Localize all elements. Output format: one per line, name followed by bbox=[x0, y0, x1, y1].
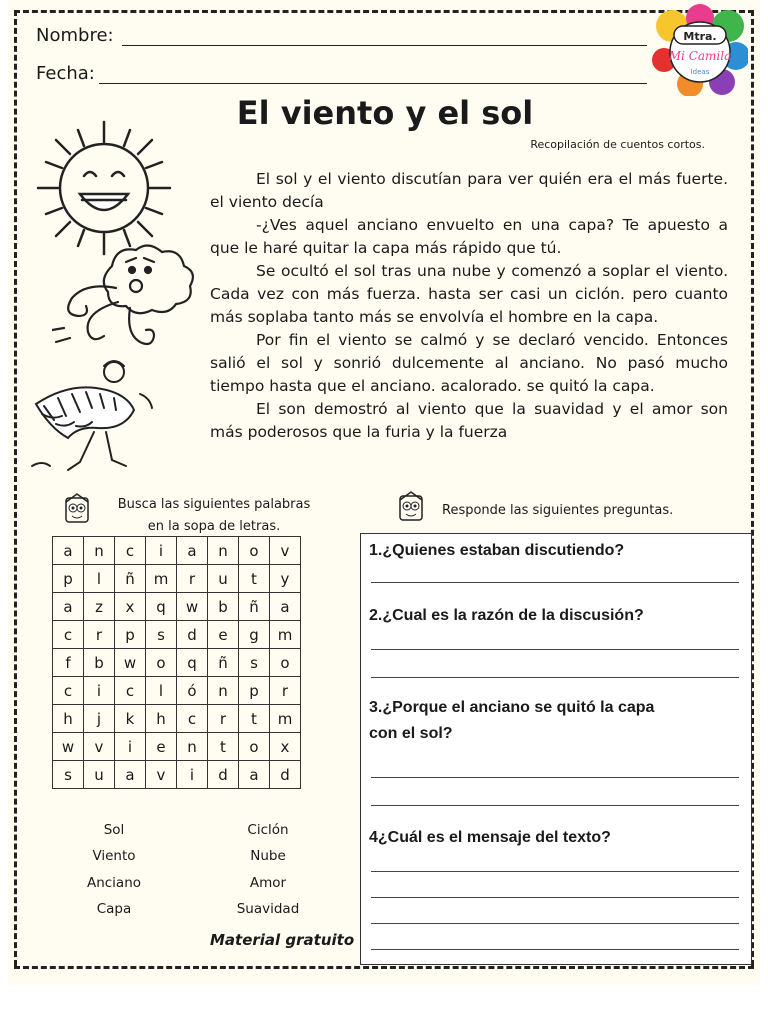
grid-cell[interactable]: r bbox=[208, 705, 239, 733]
grid-cell[interactable]: m bbox=[146, 565, 177, 593]
grid-row bbox=[53, 677, 301, 705]
nombre-label: Nombre: bbox=[36, 25, 114, 46]
grid-cell[interactable]: p bbox=[53, 565, 84, 593]
grid-cell[interactable]: d bbox=[177, 621, 208, 649]
grid-cell[interactable]: a bbox=[239, 761, 270, 789]
grid-cell[interactable]: c bbox=[115, 537, 146, 565]
grid-cell[interactable]: j bbox=[84, 705, 115, 733]
fecha-line[interactable] bbox=[99, 62, 647, 84]
grid-cell[interactable]: h bbox=[53, 705, 84, 733]
grid-cell[interactable]: t bbox=[239, 565, 270, 593]
fecha-field[interactable] bbox=[36, 62, 647, 84]
story-subtitle: Recopilación de cuentos cortos. bbox=[530, 138, 705, 151]
word-item: Suavidad bbox=[236, 901, 300, 917]
grid-cell[interactable]: ñ bbox=[115, 565, 146, 593]
grid-row bbox=[53, 593, 301, 621]
answer-line[interactable] bbox=[371, 923, 739, 924]
grid-cell[interactable]: g bbox=[239, 621, 270, 649]
grid-cell[interactable]: d bbox=[270, 761, 301, 789]
grid-cell[interactable]: t bbox=[208, 733, 239, 761]
answer-line[interactable] bbox=[371, 871, 739, 872]
grid-cell[interactable]: n bbox=[208, 537, 239, 565]
old-man-cloak-illustration bbox=[30, 354, 160, 480]
grid-cell[interactable]: ñ bbox=[208, 649, 239, 677]
question-3-line2: con el sol? bbox=[369, 725, 453, 742]
frame-border-left bbox=[14, 10, 17, 966]
grid-cell[interactable]: k bbox=[115, 705, 146, 733]
grid-cell[interactable]: c bbox=[53, 621, 84, 649]
pencil-mascot-icon bbox=[62, 492, 92, 526]
grid-cell[interactable]: o bbox=[270, 649, 301, 677]
grid-cell[interactable]: w bbox=[177, 593, 208, 621]
grid-cell[interactable]: m bbox=[270, 621, 301, 649]
grid-cell[interactable]: a bbox=[115, 761, 146, 789]
grid-cell[interactable]: e bbox=[146, 733, 177, 761]
grid-cell[interactable]: i bbox=[115, 733, 146, 761]
questions-instruction: Responde las siguientes preguntas. bbox=[442, 503, 674, 518]
word-item: Ciclón bbox=[247, 822, 289, 838]
grid-cell[interactable]: v bbox=[270, 537, 301, 565]
grid-cell[interactable]: r bbox=[84, 621, 115, 649]
story-paragraph: -¿Ves aquel anciano envuelto en una capa? Te apuesto a que le haré quitar la capa más rápido que tú. bbox=[210, 216, 728, 257]
grid-cell[interactable]: z bbox=[84, 593, 115, 621]
story-paragraph: Por fin el viento se calmó y se declaró vencido. Entonces salió el sol y sonrió dulcemente al anciano. No pasó mucho tiempo hasta que el anciano. acalorado. se quitó la capa. bbox=[210, 331, 728, 395]
svg-text:Mtra.: Mtra. bbox=[683, 30, 717, 43]
grid-cell[interactable]: c bbox=[53, 677, 84, 705]
grid-cell[interactable]: n bbox=[84, 537, 115, 565]
grid-cell[interactable]: q bbox=[177, 649, 208, 677]
word-item: Viento bbox=[92, 848, 136, 864]
grid-cell[interactable]: v bbox=[84, 733, 115, 761]
grid-cell[interactable]: l bbox=[84, 565, 115, 593]
grid-cell[interactable]: m bbox=[270, 705, 301, 733]
grid-cell[interactable]: f bbox=[53, 649, 84, 677]
grid-cell[interactable]: o bbox=[239, 537, 270, 565]
wind-cloud-illustration bbox=[52, 232, 212, 352]
grid-cell[interactable]: i bbox=[146, 537, 177, 565]
frame-border-top bbox=[14, 10, 754, 13]
grid-cell[interactable]: a bbox=[270, 593, 301, 621]
answer-line[interactable] bbox=[371, 582, 739, 583]
grid-cell[interactable]: x bbox=[115, 593, 146, 621]
wordsearch-instruction bbox=[104, 494, 324, 538]
grid-cell[interactable]: e bbox=[208, 621, 239, 649]
question-3-line1: 3.¿Porque el anciano se quitó la capa bbox=[369, 699, 655, 716]
grid-cell[interactable]: r bbox=[177, 565, 208, 593]
story-paragraph: El son demostró al viento que la suavidad y el amor son más poderosos que la furia y la fuerza bbox=[210, 400, 728, 441]
answer-line[interactable] bbox=[371, 949, 739, 950]
grid-cell[interactable]: i bbox=[84, 677, 115, 705]
grid-cell[interactable]: p bbox=[239, 677, 270, 705]
wordsearch-instruction-line1: Busca las siguientes palabras bbox=[117, 497, 311, 512]
footer-note: Material gratuito bbox=[210, 931, 355, 949]
grid-cell[interactable]: s bbox=[239, 649, 270, 677]
pencil-mascot-icon bbox=[396, 490, 426, 524]
grid-cell[interactable]: i bbox=[177, 761, 208, 789]
fecha-label: Fecha: bbox=[36, 63, 95, 84]
story-text bbox=[210, 168, 728, 444]
grid-cell[interactable]: x bbox=[270, 733, 301, 761]
word-item: Capa bbox=[96, 901, 132, 917]
story-title: El viento y el sol bbox=[236, 94, 534, 132]
author-logo bbox=[652, 4, 748, 96]
question-3 bbox=[369, 695, 654, 747]
grid-cell[interactable]: c bbox=[115, 677, 146, 705]
grid-cell[interactable]: r bbox=[270, 677, 301, 705]
grid-cell[interactable]: t bbox=[239, 705, 270, 733]
grid-row bbox=[53, 537, 301, 565]
answer-line[interactable] bbox=[371, 677, 739, 678]
wordsearch-instruction-line2: en la sopa de letras. bbox=[147, 519, 281, 534]
grid-row bbox=[53, 733, 301, 761]
grid-row bbox=[53, 565, 301, 593]
grid-cell[interactable]: n bbox=[208, 677, 239, 705]
answer-line[interactable] bbox=[371, 805, 739, 806]
nombre-field[interactable] bbox=[36, 24, 647, 46]
svg-text:Mi Camila: Mi Camila bbox=[668, 49, 732, 63]
word-item: Anciano bbox=[86, 875, 142, 891]
grid-cell[interactable]: ó bbox=[177, 677, 208, 705]
grid-cell[interactable]: a bbox=[53, 593, 84, 621]
grid-cell[interactable]: d bbox=[208, 761, 239, 789]
grid-cell[interactable]: q bbox=[146, 593, 177, 621]
grid-cell[interactable]: a bbox=[177, 537, 208, 565]
grid-cell[interactable]: o bbox=[146, 649, 177, 677]
question-2: 2.¿Cual es la razón de la discusión? bbox=[369, 607, 644, 624]
grid-cell[interactable]: y bbox=[270, 565, 301, 593]
grid-cell[interactable]: ñ bbox=[239, 593, 270, 621]
grid-row bbox=[53, 649, 301, 677]
grid-cell[interactable]: s bbox=[146, 621, 177, 649]
answer-line[interactable] bbox=[371, 649, 739, 650]
grid-row bbox=[53, 761, 301, 789]
answer-line[interactable] bbox=[371, 777, 739, 778]
grid-cell[interactable]: b bbox=[84, 649, 115, 677]
grid-row bbox=[53, 621, 301, 649]
word-item: Sol bbox=[103, 822, 125, 838]
nombre-line[interactable] bbox=[122, 24, 647, 46]
word-item: Nube bbox=[250, 848, 286, 864]
grid-cell[interactable]: h bbox=[146, 705, 177, 733]
svg-text:Ideas: Ideas bbox=[690, 68, 710, 76]
grid-row bbox=[53, 705, 301, 733]
grid-cell[interactable]: n bbox=[177, 733, 208, 761]
question-4: 4¿Cuál es el mensaje del texto? bbox=[369, 829, 611, 846]
grid-cell[interactable]: c bbox=[177, 705, 208, 733]
grid-cell[interactable]: s bbox=[53, 761, 84, 789]
word-item: Amor bbox=[249, 875, 287, 891]
story-paragraph: Se ocultó el sol tras una nube y comenzó a soplar el viento. Cada vez con más fuerza. hasta ser casi un ciclón. pero cuanto más soplaba tanto más se envolvía el hombre en la capa. bbox=[210, 262, 728, 326]
grid-cell[interactable]: l bbox=[146, 677, 177, 705]
grid-cell[interactable]: v bbox=[146, 761, 177, 789]
grid-cell[interactable]: b bbox=[208, 593, 239, 621]
grid-cell[interactable]: w bbox=[115, 649, 146, 677]
answer-line[interactable] bbox=[371, 897, 739, 898]
grid-cell[interactable]: p bbox=[115, 621, 146, 649]
questions-box bbox=[360, 533, 752, 965]
grid-cell[interactable]: u bbox=[84, 761, 115, 789]
wordsearch-grid[interactable] bbox=[52, 536, 301, 789]
grid-cell[interactable]: w bbox=[53, 733, 84, 761]
grid-cell[interactable]: o bbox=[239, 733, 270, 761]
grid-cell[interactable]: a bbox=[53, 537, 84, 565]
question-1: 1.¿Quienes estaban discutiendo? bbox=[369, 542, 625, 559]
story-paragraph: El sol y el viento discutían para ver quién era el más fuerte. el viento decía bbox=[210, 170, 728, 211]
frame-border-bottom bbox=[14, 966, 754, 969]
grid-cell[interactable]: u bbox=[208, 565, 239, 593]
